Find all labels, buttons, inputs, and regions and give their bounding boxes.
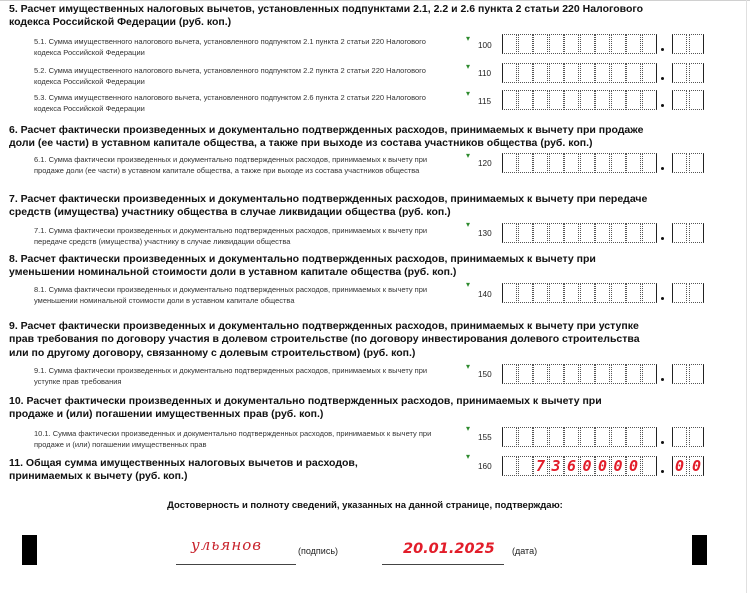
ruble-digit-cell[interactable] [502,427,517,447]
ruble-digit-cell[interactable] [533,153,548,173]
kopeck-digit: 0 [691,457,702,475]
ruble-digit-cell[interactable] [502,364,517,384]
ruble-digit-cell[interactable] [518,427,533,447]
decimal-separator [661,297,664,300]
ruble-digit-cell[interactable] [626,223,641,243]
page-border-right [746,0,747,593]
ruble-digit-cell[interactable] [626,90,641,110]
line-100-code: 100 [478,41,492,50]
ruble-digit-cell[interactable] [642,34,657,54]
ruble-digit-cell[interactable] [642,456,657,476]
ruble-digit-cell[interactable] [626,364,641,384]
ruble-digit-cell[interactable] [595,364,610,384]
date-field[interactable]: 20.01.2025 [403,541,495,557]
ruble-digit-cell[interactable] [564,63,579,83]
field-marker-icon: ▾ [466,452,471,461]
line-120-label: 6.1. Сумма фактически произведенных и документально подтвержденных расходов, принимаемых к вычету при продаже доли (ее части) в уставном капитале общества, а также при выходе из состава участников общества [34,155,428,175]
field-marker-icon: ▾ [466,89,471,98]
ruble-digit-cell[interactable] [595,90,610,110]
section-7-heading: 7. Расчет фактически произведенных и документально подтвержденных расходов, принимаемых к вычету при передаче средств (имущества) участнику общества в случае ликвидации общества (руб. коп.) [9,193,648,219]
line-140-label: 8.1. Сумма фактически произведенных и документально подтвержденных расходов, принимаемых к вычету при уменьшении номинальной стоимости доли в уставном капитале общества [34,285,428,305]
section-9-heading: 9. Расчет фактически произведенных и документально подтвержденных расходов, принимаемых к вычету при уступке прав требования по договору участия в долевом строительстве (по договору инвестирования долевого строительства или по другому договору, связанному с долевым строительством) (руб. коп.) [9,320,640,359]
signature-line [176,564,296,565]
ruble-digit-cell[interactable] [518,63,533,83]
ruble-digit-cell[interactable] [502,283,517,303]
kopeck-digit-cell[interactable] [689,63,704,83]
ruble-digit-cell[interactable] [502,153,517,173]
ruble-digit: 7 [535,457,546,475]
line-155-label: 10.1. Сумма фактически произведенных и документально подтвержденных расходов, принимаемых к вычету при продаже и (или) погашении имущественных прав [34,429,432,449]
ruble-digit-cell[interactable] [580,153,595,173]
ruble-digit-cell[interactable] [549,34,564,54]
signature-value: ульянов [191,536,262,554]
ruble-digit: 0 [613,457,623,475]
ruble-digit-cell[interactable] [580,34,595,54]
kopeck-digit-cell[interactable] [689,153,704,173]
ruble-digit-cell[interactable] [611,90,626,110]
ruble-digit-cell[interactable] [533,34,548,54]
ruble-digit-cell[interactable] [580,223,595,243]
ruble-digit-cell[interactable] [549,153,564,173]
ruble-digit-cell[interactable] [518,90,533,110]
ruble-digit-cell[interactable] [611,63,626,83]
decimal-separator [661,378,664,381]
ruble-digit-cell[interactable] [518,153,533,173]
ruble-digit-cell[interactable] [533,283,548,303]
line-115-label: 5.3. Сумма имущественного налогового вычета, установленного подпунктом 2.6 пункта 2 статьи 220 Налогового кодекса Российской Федерации [34,93,426,113]
ruble-digit-cell[interactable] [549,90,564,110]
ruble-digit-cell[interactable] [580,427,595,447]
field-marker-icon: ▾ [466,280,471,289]
ruble-digit-cell[interactable] [626,63,641,83]
ruble-digit-cell[interactable] [626,153,641,173]
alignment-marker-right [692,535,707,565]
ruble-digit-cell[interactable] [549,283,564,303]
ruble-digit-cell[interactable] [564,427,579,447]
ruble-digit-cell[interactable] [626,283,641,303]
kopeck-digit-cell[interactable] [672,90,687,110]
ruble-digit: 3 [551,457,561,475]
ruble-digit-cell[interactable] [502,456,517,476]
ruble-digit-cell[interactable] [611,153,626,173]
kopeck-digit-cell[interactable] [689,427,704,447]
ruble-digit-cell[interactable] [580,364,595,384]
decimal-separator [661,167,664,170]
ruble-digit-cell[interactable] [564,153,579,173]
ruble-digit: 0 [582,457,592,475]
ruble-digit-cell[interactable] [611,427,626,447]
section-8-heading: 8. Расчет фактически произведенных и документально подтвержденных расходов, принимаемых к вычету при уменьшении номинальной стоимости доли в уставном капитале общества (руб. коп.) [9,253,596,279]
ruble-digit-cell[interactable] [611,283,626,303]
signature-field[interactable] [187,530,279,560]
ruble-digit-cell[interactable] [642,223,657,243]
ruble-digit-cell[interactable] [595,427,610,447]
ruble-digit-cell[interactable] [595,223,610,243]
ruble-digit-cell[interactable] [533,223,548,243]
field-marker-icon: ▾ [466,220,471,229]
line-110-code: 110 [478,69,492,78]
line-130-label: 7.1. Сумма фактически произведенных и документально подтвержденных расходов, принимаемых к вычету при передаче средств (имущества) участнику в случае ликвидации общества [34,226,428,246]
decimal-separator [661,470,664,473]
page-border-top [0,0,750,1]
line-150-code: 150 [478,370,492,379]
section-5-heading: 5. Расчет имущественных налоговых вычетов, установленных подпунктами 2.1, 2.2 и 2.6 пункта 2 статьи 220 Налогового кодекса Российской Федерации (руб. коп.) [9,3,644,29]
ruble-digit-cell[interactable] [595,63,610,83]
ruble-digit-cell[interactable] [533,364,548,384]
ruble-digit-cell[interactable] [518,364,533,384]
ruble-digit-cell[interactable] [611,223,626,243]
kopeck-digit-cell[interactable] [672,427,687,447]
field-marker-icon: ▾ [466,362,471,371]
decimal-separator [661,48,664,51]
line-115-code: 115 [478,97,492,106]
section-10-heading: 10. Расчет фактически произведенных и документально подтвержденных расходов, принимаемых к вычету при продаже и (или) погашении имущественных прав (руб. коп.) [9,395,602,421]
ruble-digit-cell[interactable] [642,364,657,384]
kopeck-digit-cell[interactable] [672,283,687,303]
ruble-digit-cell[interactable] [533,427,548,447]
ruble-digit: 0 [628,457,639,475]
ruble-digit-cell[interactable] [642,283,657,303]
ruble-digit-cell[interactable] [580,90,595,110]
ruble-digit-cell[interactable] [502,90,517,110]
ruble-digit-cell[interactable] [642,63,657,83]
field-marker-icon: ▾ [466,424,471,433]
kopeck-digit-cell[interactable] [689,364,704,384]
ruble-digit-cell[interactable] [580,63,595,83]
ruble-digit-cell[interactable] [549,364,564,384]
line-140-code: 140 [478,290,492,299]
kopeck-digit-cell[interactable] [689,283,704,303]
decimal-separator [661,441,664,444]
ruble-digit-cell[interactable] [549,223,564,243]
ruble-digit-cell[interactable] [564,364,579,384]
line-160-code: 160 [478,462,492,471]
line-155-code: 155 [478,433,492,442]
line-110-label: 5.2. Сумма имущественного налогового вычета, установленного подпунктом 2.2 пункта 2 статьи 220 Налогового кодекса Российской Федерации [34,66,426,86]
ruble-digit: 0 [597,457,608,475]
ruble-digit-cell[interactable] [564,34,579,54]
kopeck-digit-cell[interactable] [672,153,687,173]
field-marker-icon: ▾ [466,151,471,160]
ruble-digit-cell[interactable] [502,63,517,83]
kopeck-digit: 0 [674,457,685,475]
alignment-marker-left [22,535,37,565]
field-marker-icon: ▾ [466,34,471,43]
section-6-heading: 6. Расчет фактически произведенных и документально подтвержденных расходов, принимаемых к вычету при продаже доли (ее части) в уставном капитале общества, а также при выходе из состава участников общества (руб. коп.) [9,124,644,150]
decimal-separator [661,104,664,107]
ruble-digit-cell[interactable] [564,90,579,110]
ruble-digit-cell[interactable] [642,90,657,110]
kopeck-digit-cell[interactable] [672,63,687,83]
ruble-digit-cell[interactable] [580,283,595,303]
ruble-digit-cell[interactable] [549,63,564,83]
ruble-digit: 6 [566,457,577,475]
line-130-code: 130 [478,229,492,238]
ruble-digit-cell[interactable] [502,34,517,54]
ruble-digit-cell[interactable] [611,34,626,54]
ruble-digit-cell[interactable] [518,283,533,303]
ruble-digit-cell[interactable] [595,283,610,303]
signature-caption: (подпись) [298,546,339,556]
attestation-text: Достоверность и полноту сведений, указанных на данной странице, подтверждаю: [167,500,563,511]
ruble-digit-cell[interactable] [642,427,657,447]
date-line [382,564,504,565]
ruble-digit-cell[interactable] [518,456,533,476]
ruble-digit-cell[interactable] [518,223,533,243]
kopeck-digit-cell[interactable] [689,34,704,54]
field-marker-icon: ▾ [466,62,471,71]
ruble-digit-cell[interactable] [611,364,626,384]
kopeck-digit-cell[interactable] [689,90,704,110]
line-100-label: 5.1. Сумма имущественного налогового вычета, установленного подпунктом 2.1 пункта 2 статьи 220 Налогового кодекса Российской Федерации [34,37,426,57]
line-150-label: 9.1. Сумма фактически произведенных и документально подтвержденных расходов, принимаемых к вычету при уступке прав требования [34,366,428,386]
ruble-digit-cell[interactable] [549,427,564,447]
ruble-digit-cell[interactable] [533,90,548,110]
section-11-heading: 11. Общая сумма имущественных налоговых вычетов и расходов, принимаемых к вычету (руб. коп.) [9,457,358,483]
kopeck-digit-cell[interactable] [672,223,687,243]
date-caption: (дата) [512,546,538,556]
ruble-digit-cell[interactable] [564,223,579,243]
ruble-digit-cell[interactable] [595,34,610,54]
kopeck-digit-cell[interactable] [689,223,704,243]
line-120-code: 120 [478,159,492,168]
ruble-digit-cell[interactable] [626,34,641,54]
ruble-digit-cell[interactable] [518,34,533,54]
ruble-digit-cell[interactable] [502,223,517,243]
ruble-digit-cell[interactable] [533,63,548,83]
ruble-digit-cell[interactable] [642,153,657,173]
ruble-digit-cell[interactable] [626,427,641,447]
ruble-digit-cell[interactable] [595,153,610,173]
kopeck-digit-cell[interactable] [672,364,687,384]
decimal-separator [661,77,664,80]
decimal-separator [661,237,664,240]
kopeck-digit-cell[interactable] [672,34,687,54]
ruble-digit-cell[interactable] [564,283,579,303]
